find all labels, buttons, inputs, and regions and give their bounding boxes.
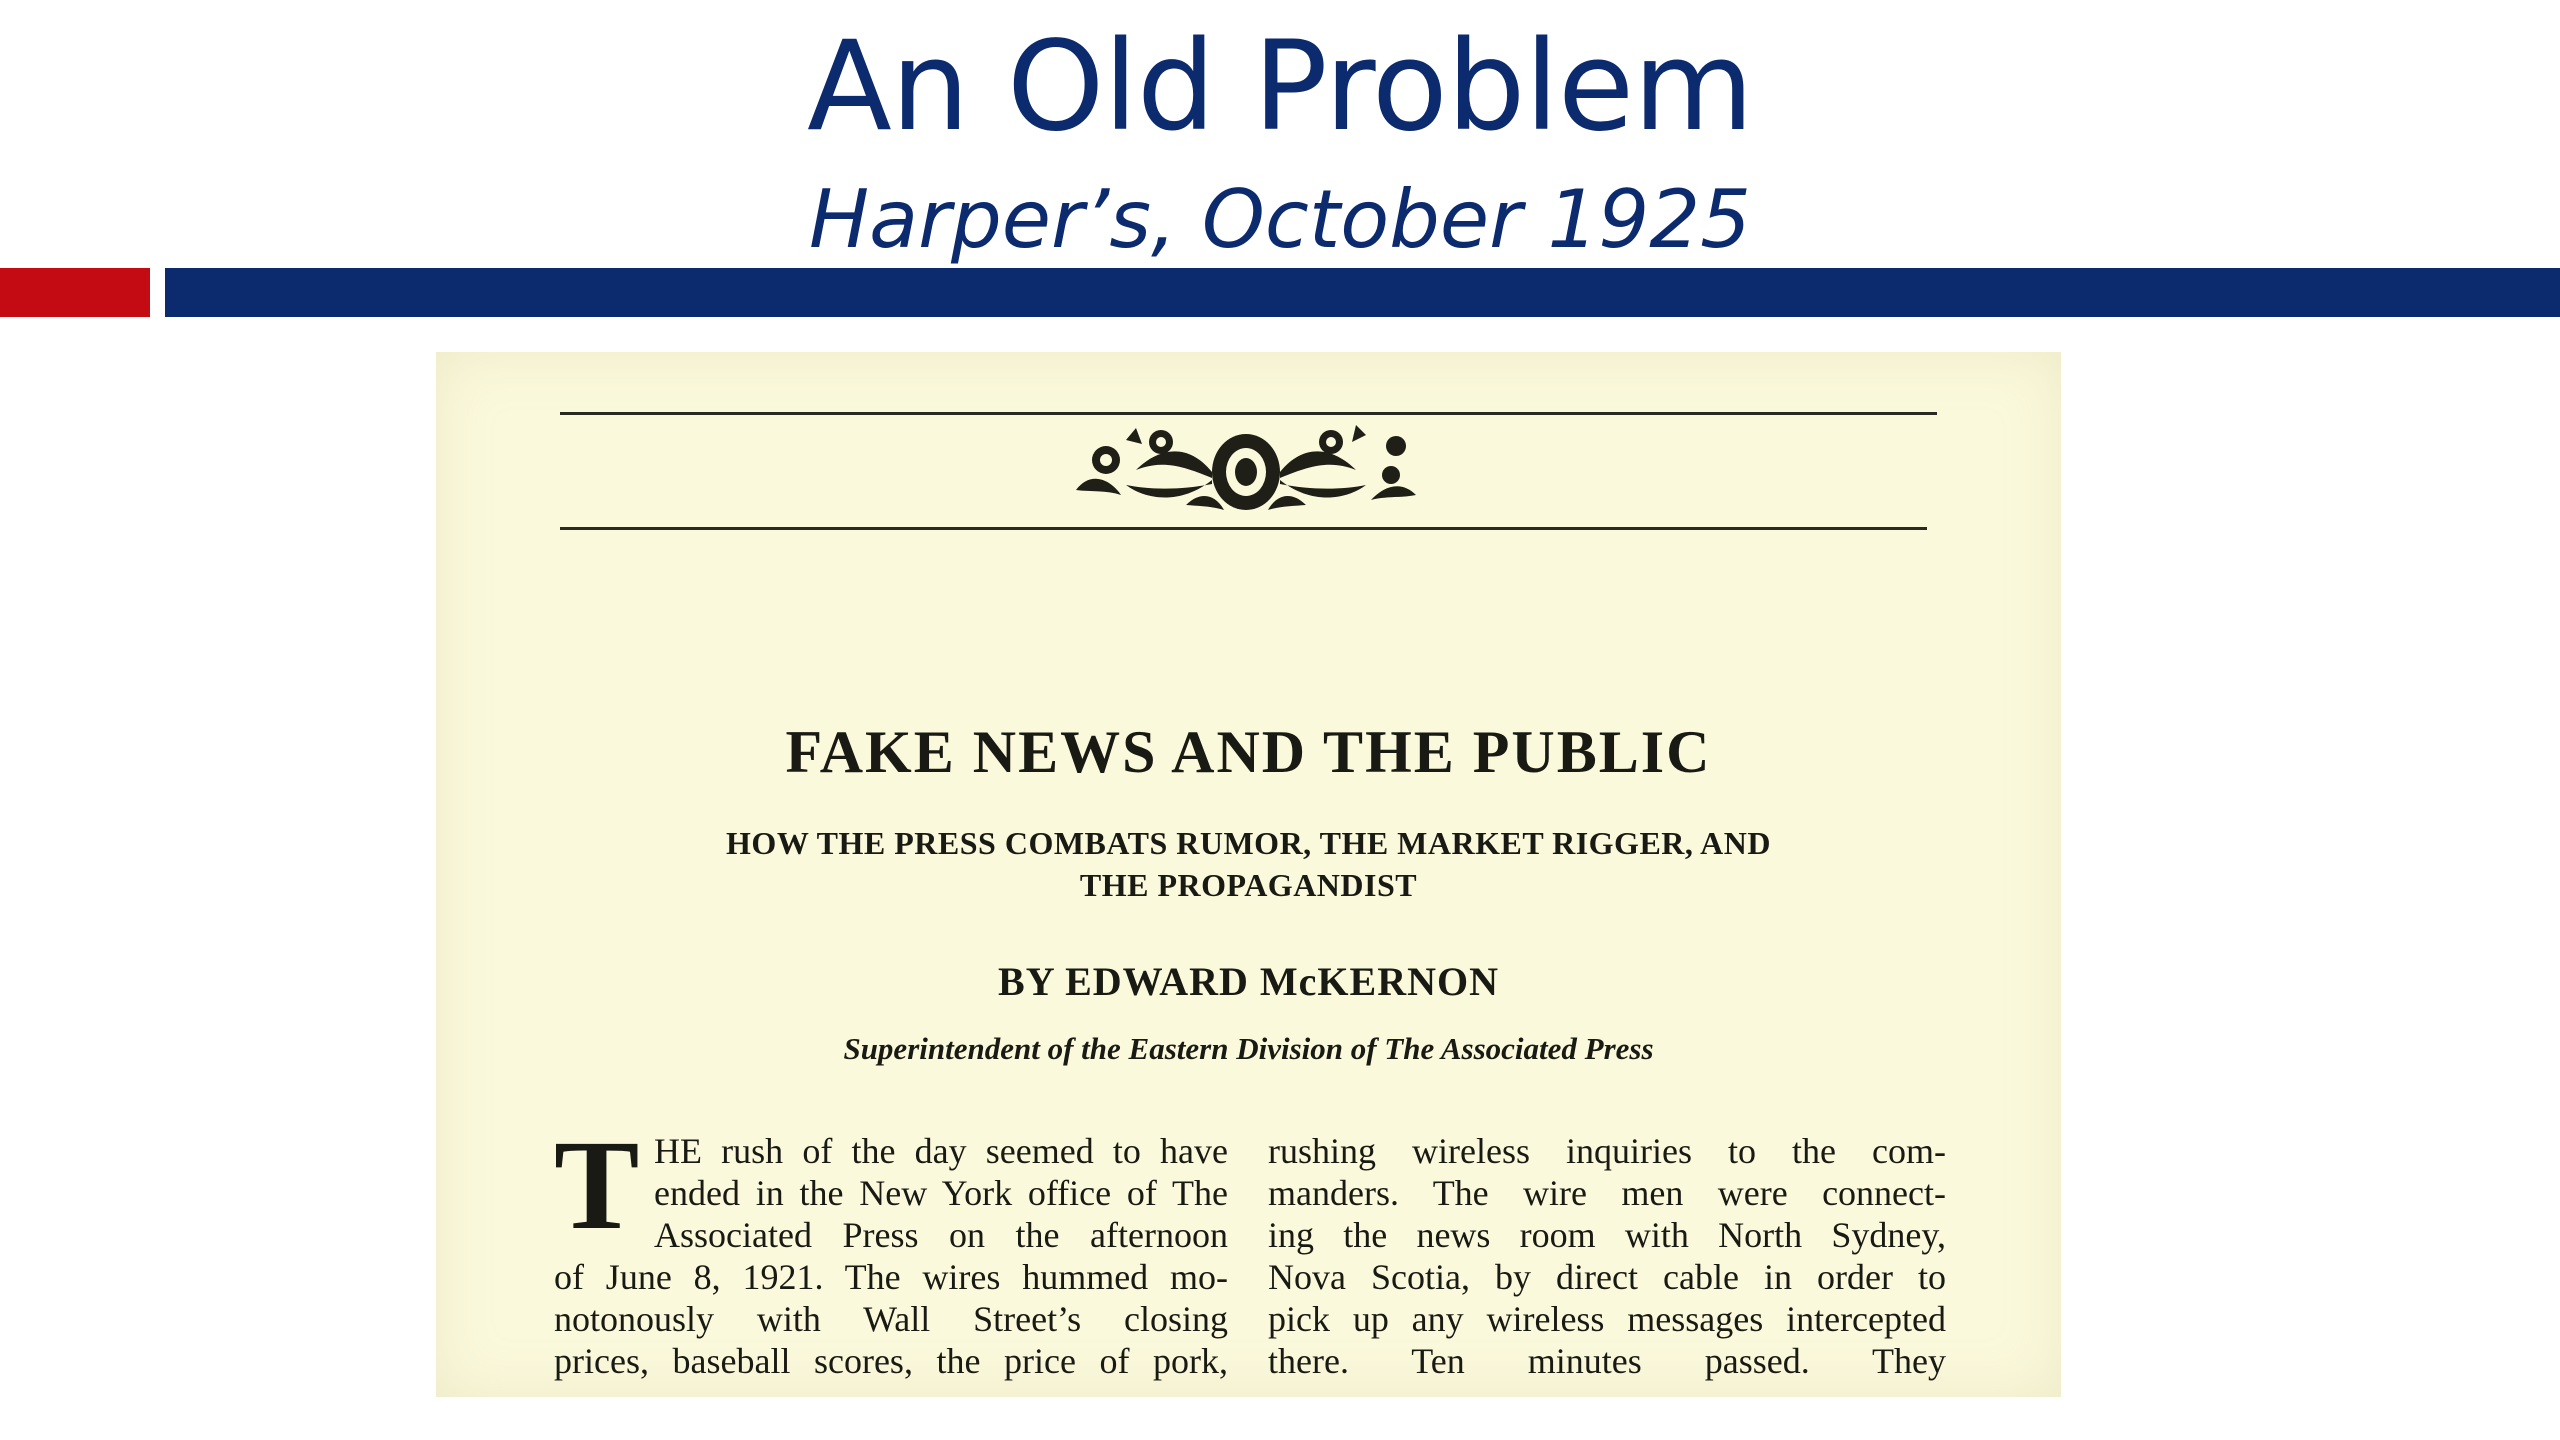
floral-ornament-icon (1066, 420, 1426, 524)
body-line: prices, baseball scores, the price of pork, (554, 1341, 1228, 1381)
article-title: FAKE NEWS AND THE PUBLIC (785, 719, 1712, 785)
slide-subtitle: Harper’s, October 1925 (808, 173, 1752, 266)
body-line: Nova Scotia, by direct cable in order to (1268, 1257, 1946, 1297)
right-column (1268, 1130, 1946, 1382)
body-line: pick up any wireless messages intercepted (1268, 1299, 1946, 1339)
header-rule-top (560, 412, 1937, 415)
slide-title: An Old Problem (807, 15, 1753, 159)
header-rule-bottom (560, 527, 1927, 530)
deck-line: THE PROPAGANDIST (1079, 867, 1418, 903)
body-line: HE rush of the day seemed to have (654, 1131, 1228, 1171)
deck-line: HOW THE PRESS COMBATS RUMOR, THE MARKET RIGGER, AND (726, 825, 1771, 861)
drop-cap: T (554, 1114, 640, 1256)
body-line: rushing wireless inquiries to the com- (1268, 1131, 1946, 1171)
body-line: ing the news room with North Sydney, (1268, 1215, 1946, 1255)
title-rule-red (0, 268, 150, 317)
body-line: notonously with Wall Street’s closing (554, 1299, 1228, 1339)
article-byline: BY EDWARD McKERNON (998, 959, 1499, 1004)
left-column (554, 1114, 1228, 1382)
body-line: manders. The wire men were connect- (1268, 1173, 1946, 1213)
article-page-scan (436, 352, 2061, 1397)
body-line: Associated Press on the afternoon (654, 1215, 1228, 1255)
body-line: of June 8, 1921. The wires hummed mo- (554, 1257, 1228, 1297)
article-deck (436, 822, 2061, 906)
body-line: ended in the New York office of The (654, 1173, 1228, 1213)
title-rule-blue (165, 268, 2560, 317)
body-line: there. Ten minutes passed. They (1268, 1341, 1946, 1381)
author-affiliation: Superintendent of the Eastern Division of The Associated Press (843, 1031, 1654, 1066)
